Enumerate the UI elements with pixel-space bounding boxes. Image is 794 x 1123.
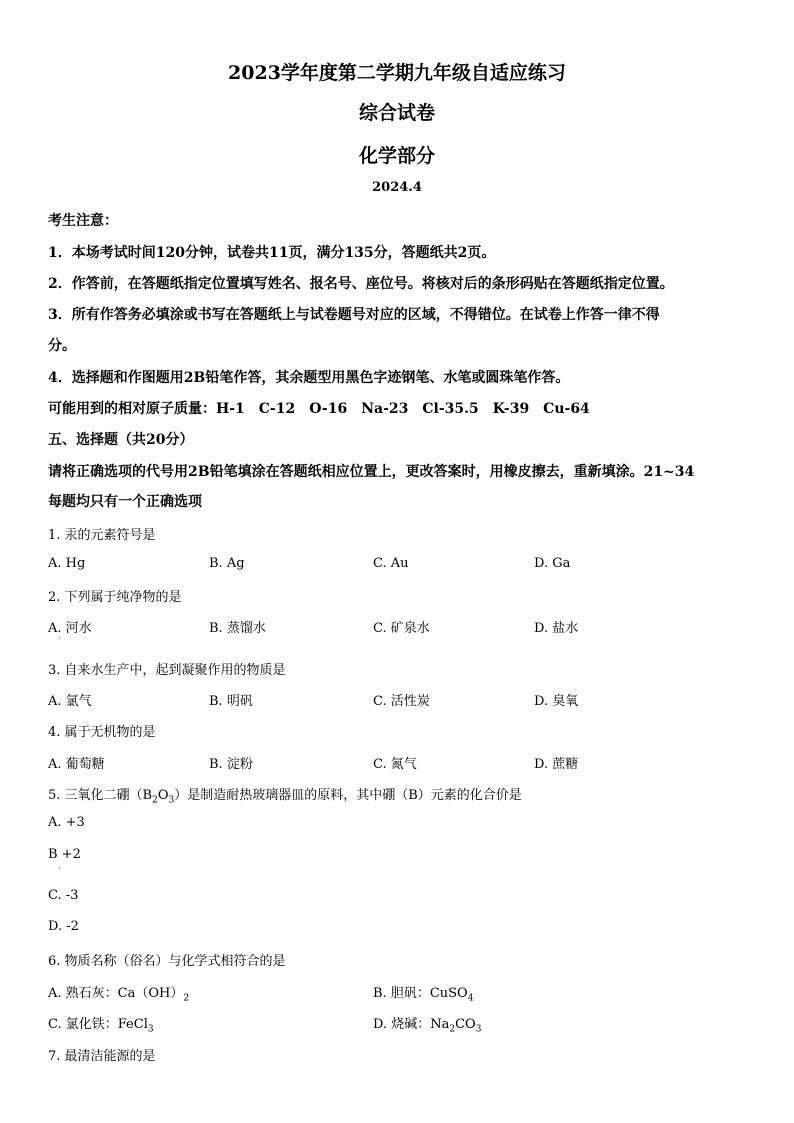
- notice-item: 2．作答前，在答题纸指定位置填写姓名、报名号、座位号。将核对后的条形码贴在答题纸指定位置。: [48, 276, 674, 292]
- notice-item: 4．选择题和作图题用2B铅笔作答，其余题型用黑色字迹钢笔、水笔或圆珠笔作答。: [48, 370, 570, 386]
- question-stem: 1. 汞的元素符号是: [48, 528, 156, 543]
- option-d: D. -2: [48, 919, 79, 934]
- option-a: A. 氯气: [48, 694, 92, 709]
- question-stem: 4. 属于无机物的是: [48, 725, 156, 740]
- option-a: A. 葡萄糖: [48, 757, 105, 772]
- question-stem: 6. 物质名称（俗名）与化学式相符合的是: [48, 954, 286, 969]
- option-a: A. Hg: [48, 556, 86, 571]
- notice-item: 3．所有作答务必填涂或书写在答题纸上与试卷题号对应的区域，不得错位。在试卷上作答一律不得: [48, 307, 660, 323]
- notice-heading: 考生注意：: [48, 213, 118, 229]
- option-d: D. 盐水: [534, 621, 579, 636]
- exam-part: 化学部分: [358, 145, 435, 167]
- question-stem: 7. 最清洁能源的是: [48, 1049, 156, 1064]
- option-d: D. 烧碱：$Na_2CO_3$: [373, 1017, 482, 1035]
- option-d: D. 臭氧: [534, 694, 579, 709]
- option-b: B +2: [48, 847, 81, 862]
- section-instruction: 请将正确选项的代号用2B铅笔填涂在答题纸相应位置上，更改答案时，用橡皮擦去，重新填涂。21~34: [48, 464, 695, 480]
- question-stem: 3. 自来水生产中，起到凝聚作用的物质是: [48, 663, 286, 678]
- question-stem: 5. 三氧化二硼$(B_2O_3)$是制造耐热玻璃器皿的原料，其中硼（B）元素的化合价是: [48, 788, 522, 806]
- option-d: D. Ga: [534, 556, 571, 571]
- option-c: C. 氮气: [373, 757, 417, 772]
- stray-dot: ·: [58, 864, 61, 874]
- option-c: C. 氯化铁：FeCl$_3$: [48, 1017, 154, 1035]
- option-c: C. 活性炭: [373, 694, 430, 709]
- section-heading: 五、选择题（共20分）: [48, 432, 194, 448]
- option-a: A. 熟石灰：$Ca(OH)_2$: [48, 986, 190, 1004]
- notice-item: 1．本场考试时间120分钟，试卷共11页，满分135分，答题纸共2页。: [48, 245, 496, 261]
- option-a: A. +3: [48, 815, 85, 830]
- exam-title: 2023学年度第二学期九年级自适应练习: [228, 62, 566, 84]
- option-c: C. Au: [373, 556, 409, 571]
- notice-item: 分。: [48, 338, 76, 354]
- option-b: B. Ag: [209, 556, 245, 571]
- exam-date: 2024.4: [372, 180, 422, 195]
- section-instruction: 每题均只有一个正确选项: [48, 494, 202, 510]
- option-c: C. -3: [48, 888, 79, 903]
- stray-dot: ·: [58, 634, 61, 644]
- atomic-mass-line: 可能用到的相对原子质量：H-1 C-12 O-16 Na-23 Cl-35.5 K-39 Cu-64: [48, 401, 590, 417]
- option-c: C. 矿泉水: [373, 621, 430, 636]
- option-b: B. 胆矾：CuSO$_4$: [373, 986, 474, 1004]
- option-b: B. 明矾: [209, 694, 253, 709]
- exam-subtitle: 综合试卷: [358, 102, 435, 124]
- question-stem: 2. 下列属于纯净物的是: [48, 590, 182, 605]
- option-b: B. 淀粉: [209, 757, 253, 772]
- option-a: A. 河水: [48, 621, 92, 636]
- option-b: B. 蒸馏水: [209, 621, 266, 636]
- option-d: D. 蔗糖: [534, 757, 579, 772]
